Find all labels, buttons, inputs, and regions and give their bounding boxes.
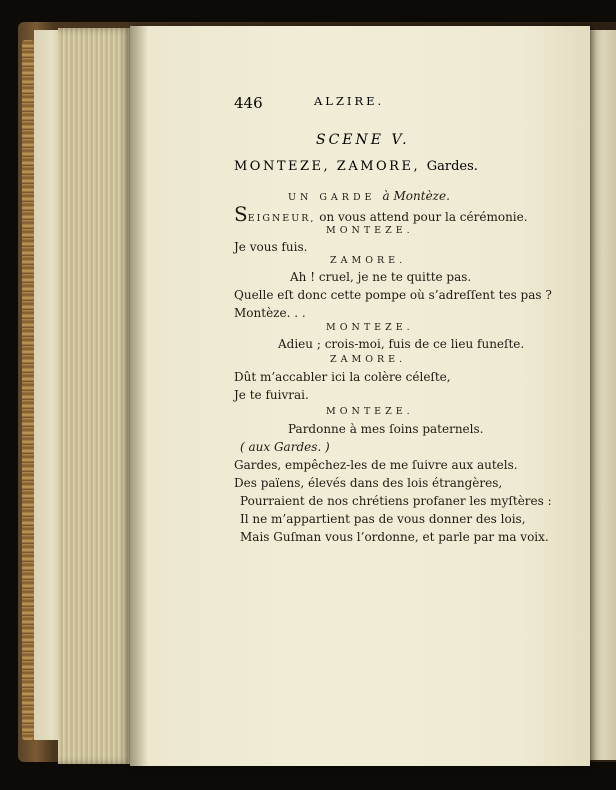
scene-characters	[234, 159, 478, 174]
speaker-label: ZAMORE.	[330, 255, 407, 266]
dialogue-line: Ah ! cruel, je ne te quitte pas.	[290, 270, 472, 284]
dialogue-line: Quelle eſt donc cette pompe où s’adreſſent tes pas ?	[234, 288, 552, 302]
gutter-shadow	[130, 26, 148, 766]
page-edges	[58, 28, 132, 764]
book-page	[130, 26, 590, 766]
running-head: ALZIRE.	[314, 94, 385, 108]
speaker-label: MONTEZE.	[326, 225, 414, 236]
dialogue-line: Adieu ; crois-moi, fuis de ce lieu funeſte.	[278, 337, 525, 351]
dialogue-line: Dût m’accabler ici la colère céleſte,	[234, 370, 451, 384]
speaker-label: ZAMORE.	[330, 354, 407, 365]
speaker-label: UN GARDE à Montèze.	[288, 189, 450, 203]
stage-direction: ( aux Gardes. )	[240, 440, 330, 454]
dialogue-line: Il ne m’appartient pas de vous donner des lois,	[240, 512, 526, 526]
character-list: MONTEZE, ZAMORE,	[234, 159, 421, 174]
dialogue-line: Montèze. . .	[234, 306, 306, 320]
character-extra: Gardes.	[426, 159, 478, 174]
facing-page-edge	[590, 30, 616, 760]
dialogue-line: Pourraient de nos chrétiens profaner les myſtères :	[240, 494, 552, 508]
dialogue-line: Je vous fuis.	[234, 240, 308, 254]
speaker-label: MONTEZE.	[326, 322, 414, 333]
speaker-label: MONTEZE.	[326, 406, 414, 417]
dialogue-line: Mais Guſman vous l’ordonne, et parle par ma voix.	[240, 530, 549, 544]
dialogue-line: Gardes, empêchez-les de me ſuivre aux autels.	[234, 458, 518, 472]
cover-edge-decoration	[22, 40, 34, 740]
dialogue-line: SEIGNEUR, on vous attend pour la cérémonie.	[234, 202, 528, 226]
dialogue-line: Pardonne à mes ſoins paternels.	[288, 422, 484, 436]
dialogue-line: Je te fuivrai.	[234, 388, 309, 402]
scene-title: SCENE V.	[316, 132, 410, 148]
dialogue-line: Des païens, élevés dans des lois étrangères,	[234, 476, 503, 490]
page-number: 446	[234, 94, 263, 112]
